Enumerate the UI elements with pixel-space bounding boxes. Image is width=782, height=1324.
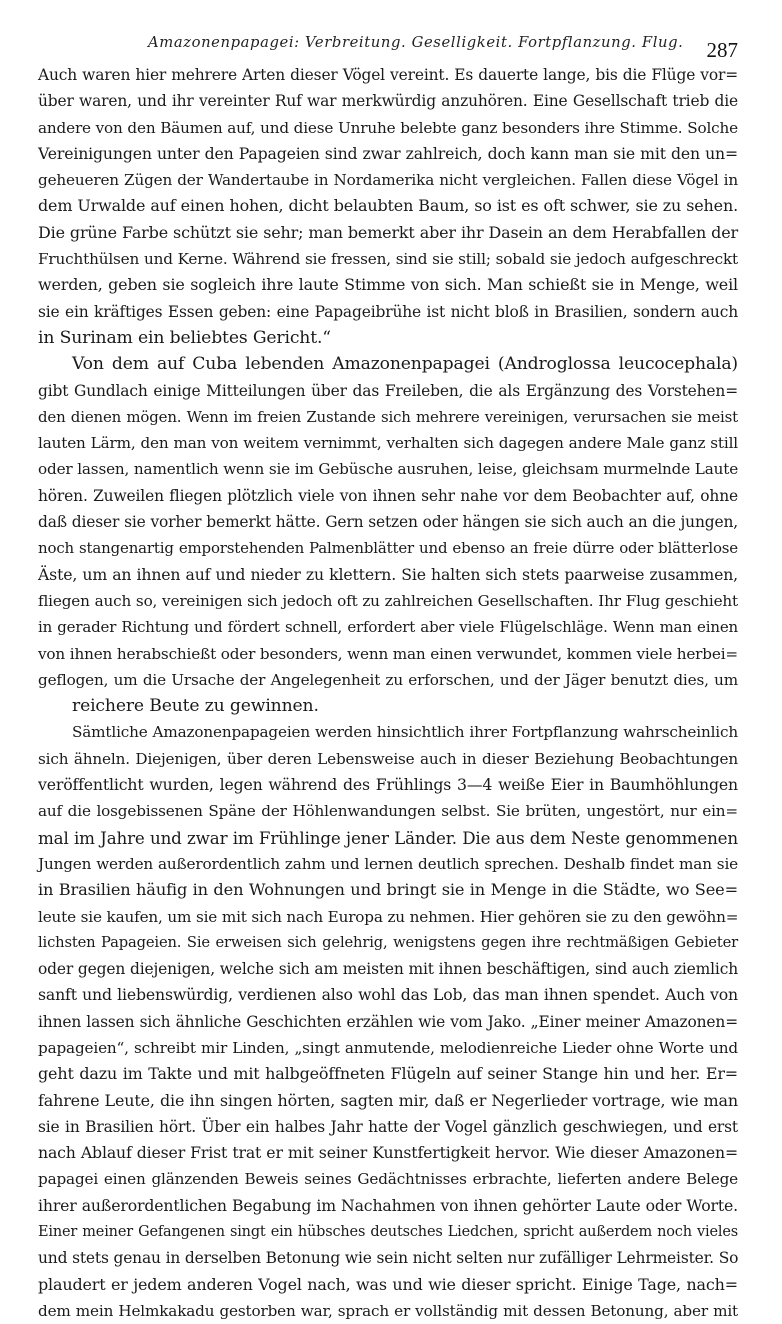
text-line: geheueren Zügen der Wandertaube in Nordamerika nicht vergleichen. Fallen diese Vögel in [38,171,738,190]
text-line: dem mein Helmkakadu gestorben war, sprach er vollständig mit dessen Betonung, aber mit [38,1301,738,1320]
text-line: nach Ablauf dieser Frist trat er mit seiner Kunstfertigkeit hervor. Wie dieser Amazonen= [38,1143,738,1163]
text-line: Sämtliche Amazonenpapageien werden hinsichtlich ihrer Fortpflanzung wahrscheinlich [72,723,738,742]
text-line: sie in Brasilien hört. Über ein halbes Jahr hatte der Vogel gänzlich geschwiegen, und erst [38,1117,738,1136]
text-line: leute sie kaufen, um sie mit sich nach Europa zu nehmen. Hier gehören sie zu den gewöhn= [38,907,739,926]
book-page [38,28,738,1324]
text-line: gibt Gundlach einige Mitteilungen über das Freileben, die als Ergänzung des Vorstehen= [38,381,738,400]
text-line: sie ein kräftiges Essen geben: eine Papageibrühe ist nicht bloß in Brasilien, sondern auch [38,302,738,321]
text-line: papageien“, schreibt mir Linden, „singt anmutende, melodienreiche Lieder ohne Worte und [38,1038,738,1057]
body-text [38,62,738,1324]
text-line: oder lassen, namentlich wenn sie im Gebüsche ausruhen, leise, gleichsam murmelnde Laute [38,460,739,479]
text-line: daß dieser sie vorher bemerkt hätte. Gern setzen oder hängen sie sich auch an die jungen, [38,513,738,532]
text-line: Von dem auf Cuba lebenden Amazonenpapagei (Androglossa leucocephala) [72,354,738,375]
text-line: veröffentlicht wurden, legen während des Frühlings 3—4 weiße Eier in Baumhöhlungen [38,775,738,795]
page-header [38,28,738,62]
text-line: noch stangenartig emporstehenden Palmenblätter und ebenso an freie dürre oder blätterlose [38,539,738,558]
text-line: Äste, um an ihnen auf und nieder zu klettern. Sie halten sich stets paarweise zusammen, [38,564,738,584]
text-line: den dienen mögen. Wenn im freien Zustande sich mehrere vereinigen, verursachen sie meist [38,407,738,426]
page-number: 287 [706,38,738,62]
text-line: auf die losgebissenen Späne der Höhlenwandungen selbst. Sie brüten, ungestört, nur ein= [38,802,738,821]
text-line: Auch waren hier mehrere Arten dieser Vögel vereint. Es dauerte lange, bis die Flüge vor= [38,66,738,84]
text-line: Vereinigungen unter den Papageien sind zwar zahlreich, doch kann man sie mit den un= [38,143,738,163]
text-line: reichere Beute zu gewinnen. [72,696,319,717]
text-line: Jungen werden außerordentlich zahm und lernen deutlich sprechen. Deshalb findet man sie [38,854,738,873]
text-line: von ihnen herabschießt oder besonders, wenn man einen verwundet, kommen viele herbei= [38,644,738,663]
text-line: in gerader Richtung und fördert schnell, erfordert aber viele Flügelschläge. Wenn man einen [38,618,738,637]
text-line: geht dazu im Takte und mit halbgeöffneten Flügeln auf seiner Stange hin und her. Er= [38,1064,738,1084]
text-line: plaudert er jedem anderen Vogel nach, was und wie dieser spricht. Einige Tage, nach= [38,1274,738,1294]
text-line: sich ähneln. Diejenigen, über deren Lebensweise auch in dieser Beziehung Beobachtungen [38,749,738,768]
text-line: hören. Zuweilen fliegen plötzlich viele von ihnen sehr nahe vor dem Beobachter auf, ohne [38,486,738,505]
text-line: sanft und liebenswürdig, verdienen also wohl das Lob, das man ihnen spendet. Auch von [38,985,738,1005]
text-line: in Brasilien häufig in den Wohnungen und bringt sie in Menge in die Städte, wo See= [38,880,738,900]
text-line: in Surinam ein beliebtes Gericht.“ [38,327,331,348]
text-line: lichsten Papageien. Sie erweisen sich gelehrig, wenigstens gegen ihre rechtmäßigen Gebieter [38,933,738,951]
text-line: ihrer außerordentlichen Begabung im Nachahmen von ihnen gehörter Laute oder Worte. [38,1195,738,1215]
text-line: fahrene Leute, die ihn singen hörten, sagten mir, daß er Negerlieder vortrage, wie man [38,1090,738,1110]
text-line: und stets genau in derselben Betonung wie sein nicht selten nur zufälliger Lehrmeister. So [38,1249,739,1268]
text-line: andere von den Bäumen auf, und diese Unruhe belebte ganz besonders ihre Stimme. Solche [38,118,738,137]
text-line: ihnen lassen sich ähnliche Geschichten erzählen wie vom Jako. „Einer meiner Amazonen= [38,1012,738,1031]
text-line: Fruchthülsen und Kerne. Während sie fressen, sind sie still; sobald sie jedoch aufgeschreckt [38,250,738,269]
text-line: fliegen auch so, vereinigen sich jedoch oft zu zahlreichen Gesellschaften. Ihr Flug geschieht [38,591,738,610]
text-line: lauten Lärm, den man von weitem vernimmt, verhalten sich dagegen andere Male ganz still [38,434,738,453]
text-line: oder gegen diejenigen, welche sich am meisten mit ihnen beschäftigen, sind auch ziemlich [38,960,738,979]
text-line: über waren, und ihr vereinter Ruf war merkwürdig anzuhören. Eine Gesellschaft trieb die [38,92,738,111]
text-line: werden, geben sie sogleich ihre laute Stimme von sich. Man schießt sie in Menge, weil [38,275,738,295]
text-line: Die grüne Farbe schützt sie sehr; man bemerkt aber ihr Dasein an dem Herabfallen der [38,222,738,242]
text-line: mal im Jahre und zwar im Frühlinge jener Länder. Die aus dem Neste genommenen [38,827,738,848]
text-line: dem Urwalde auf einen hohen, dicht belaubten Baum, so ist es oft schwer, sie zu sehen. [38,196,738,216]
text-line: Einer meiner Gefangenen singt ein hübsches deutsches Liedchen, spricht außerdem noch vieles [38,1224,738,1241]
running-head: Amazonenpapagei: Verbreitung. Geselligkeit. Fortpflanzung. Flug. [148,34,684,51]
text-line: papagei einen glänzenden Beweis seines Gedächtnisses erbrachte, lieferten andere Belege [38,1170,738,1189]
text-line: geflogen, um die Ursache der Angelegenheit zu erforschen, und der Jäger benutzt dies, um [38,670,738,689]
